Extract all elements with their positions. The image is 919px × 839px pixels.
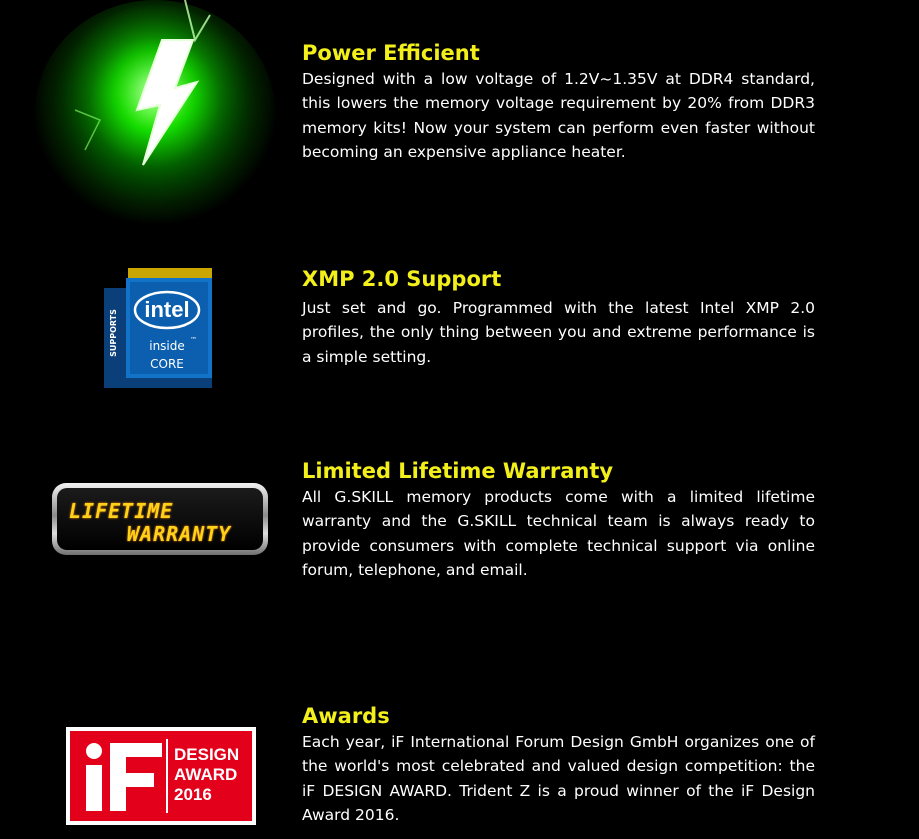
feature-description: Each year, iF International Forum Design GmbH organizes one of the world's most celebrated and valued design competition: the iF DESIGN AWARD. Trident Z is a proud winner of the iF Design Award 2016. [302, 733, 815, 824]
feature-description: Designed with a low voltage of 1.2V~1.35V at DDR4 standard, this lowers the memory voltage requirement by 20% from DDR3 memory kits! Now your system can perform even faster without becoming an expensive appliance heater. [302, 70, 815, 161]
if-design-award-logo [66, 727, 256, 825]
feature-title: Power Efficient [302, 41, 480, 65]
award-line2: AWARD [174, 765, 238, 784]
feature-description: All G.SKILL memory products come with a limited lifetime warranty and the G.SKILL technical team is always ready to provide consumers with complete technical support via online forum, telephone, and email. [302, 488, 815, 579]
award-red-panel [70, 731, 252, 821]
intel-badge-icon [104, 268, 212, 388]
feature-lifetime-warranty [0, 455, 919, 585]
award-line3: 2016 [174, 785, 212, 804]
if-logo-icon [80, 739, 166, 813]
lightning-bolt-icon [35, 0, 275, 225]
feature-xmp-support [0, 260, 919, 400]
award-separator [166, 739, 168, 813]
feature-title: Awards [302, 704, 390, 728]
intel-supports-text: SUPPORTS [109, 309, 118, 357]
feature-title: Limited Lifetime Warranty [302, 459, 614, 483]
intel-inside-text: inside [149, 339, 185, 353]
feature-awards [0, 700, 919, 839]
feature-title: XMP 2.0 Support [302, 267, 502, 291]
warranty-badge-line1: LIFETIME [69, 499, 174, 523]
intel-tm-text: ™ [190, 336, 197, 344]
lifetime-warranty-badge [52, 483, 268, 555]
warranty-badge-inner [57, 488, 263, 550]
intel-core-text: CORE [150, 357, 184, 371]
intel-brand-text: intel [144, 297, 190, 322]
feature-power-efficient [0, 0, 919, 230]
award-text [174, 745, 239, 805]
award-line1: DESIGN [174, 745, 240, 764]
warranty-badge-line2: WARRANTY [127, 522, 232, 546]
feature-description: Just set and go. Programmed with the latest Intel XMP 2.0 profiles, the only thing between you and extreme performance is a simple setting. [302, 299, 815, 366]
